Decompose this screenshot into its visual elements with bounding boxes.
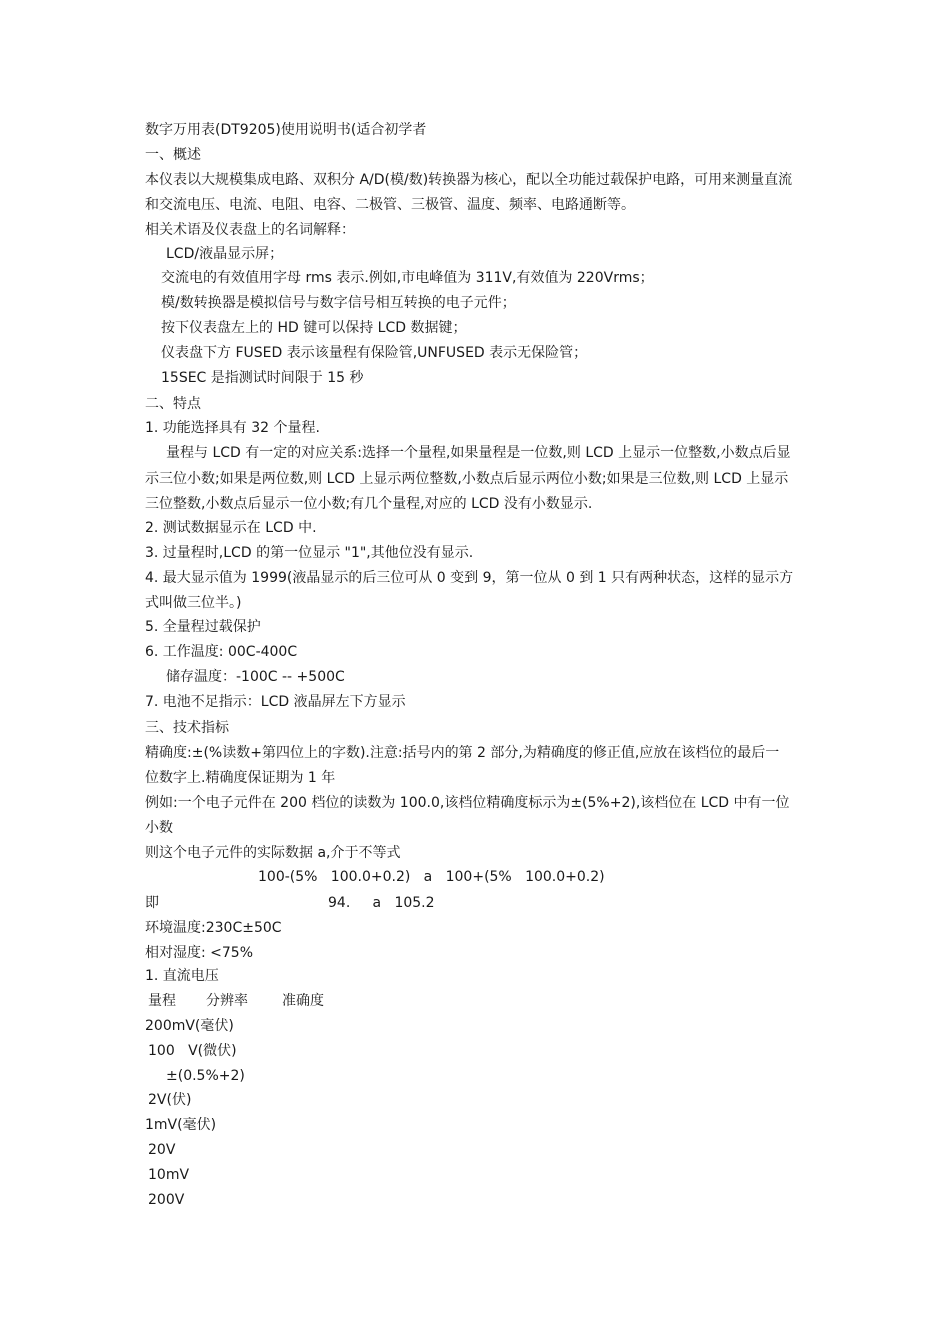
dc-voltage-heading: 1. 直流电压: [145, 968, 219, 984]
term-15sec: 15SEC 是指测试时间限于 15 秒: [161, 370, 364, 386]
column-resolution: 分辨率: [206, 993, 248, 1009]
feature-2: 2. 测试数据显示在 LCD 中.: [145, 520, 317, 536]
feature-6-storage: 储存温度：-100C -- +500C: [166, 669, 345, 685]
term-hd: 按下仪表盘左上的 HD 键可以保持 LCD 数据键；: [161, 320, 467, 336]
table-row: 2V(伏): [148, 1092, 192, 1108]
example-line-1: 例如:一个电子元件在 200 档位的读数为 100.0,该档位精确度标示为±(5%+2),该档位在 LCD 中有一位: [145, 795, 790, 811]
feature-4-line-1: 4. 最大显示值为 1999(液晶显示的后三位可从 0 变到 9，第一位从 0 到 1 只有两种状态，这样的显示方: [145, 570, 794, 586]
overview-paragraph-line-1: 本仪表以大规模集成电路、双积分 A/D(模/数)转换器为核心，配以全功能过载保护电路，可用来测量直流: [145, 172, 793, 188]
term-lcd: LCD/液晶显示屏；: [166, 246, 284, 262]
accuracy-line-1: 精确度:±(%读数+第四位上的字数).注意:括号内的第 2 部分,为精确度的修正值,应放在该档位的最后一: [145, 745, 780, 761]
example-line-2: 小数: [145, 820, 173, 836]
column-accuracy: 准确度: [282, 993, 324, 1009]
table-row: 100 V(微伏): [148, 1043, 237, 1059]
section-3-heading: 三、技术指标: [145, 720, 229, 736]
terms-intro: 相关术语及仪表盘上的名词解释：: [145, 222, 355, 238]
term-fused: 仪表盘下方 FUSED 表示该量程有保险管,UNFUSED 表示无保险管；: [161, 345, 588, 361]
feature-6: 6. 工作温度: 00C-400C: [145, 644, 298, 660]
table-row: 20V: [148, 1142, 176, 1158]
feature-1-detail-line-3: 三位整数,小数点后显示一位小数;有几个量程,对应的 LCD 没有小数显示.: [145, 496, 593, 512]
term-ad: 模/数转换器是模拟信号与数字信号相互转换的电子元件；: [161, 295, 516, 311]
overview-paragraph-line-2: 和交流电压、电流、电阻、电容、二极管、三极管、温度、频率、电路通断等。: [145, 197, 635, 213]
feature-1-detail-line-1: 量程与 LCD 有一定的对应关系:选择一个量程,如果量程是一位数,则 LCD 上显示一位整数,小数点后显: [166, 445, 791, 461]
example-line-3: 则这个电子元件的实际数据 a,介于不等式: [145, 845, 401, 861]
column-range: 量程: [148, 993, 176, 1009]
term-rms: 交流电的有效值用字母 rms 表示.例如,市电峰值为 311V,有效值为 220Vrms；: [161, 270, 654, 286]
doc-title: 数字万用表(DT9205)使用说明书(适合初学者: [145, 122, 427, 138]
environment-temperature: 环境温度:230C±50C: [145, 920, 282, 936]
table-row: 200V: [148, 1192, 185, 1208]
feature-1: 1. 功能选择具有 32 个量程.: [145, 420, 320, 436]
relative-humidity: 相对湿度: <75%: [145, 945, 254, 961]
section-2-heading: 二、特点: [145, 396, 201, 412]
feature-5: 5. 全量程过载保护: [145, 619, 261, 635]
table-row: 10mV: [148, 1167, 190, 1183]
inequality: 100-(5% 100.0+0.2) a 100+(5% 100.0+0.2): [258, 869, 605, 885]
feature-7: 7. 电池不足指示：LCD 液晶屏左下方显示: [145, 694, 406, 710]
section-1-heading: 一、概述: [145, 147, 201, 163]
feature-3: 3. 过量程时,LCD 的第一位显示 "1",其他位没有显示.: [145, 545, 474, 561]
ji-label: 即: [145, 895, 159, 911]
table-row: 200mV(毫伏): [145, 1018, 234, 1034]
feature-1-detail-line-2: 示三位小数;如果是两位数,则 LCD 上显示两位整数,小数点后显示两位小数;如果是三位数,则 LCD 上显示: [145, 471, 789, 487]
accuracy-line-2: 位数字上.精确度保证期为 1 年: [145, 770, 336, 786]
table-row: 1mV(毫伏): [145, 1117, 217, 1133]
inequality-result: 94. a 105.2: [328, 895, 435, 911]
feature-4-line-2: 式叫做三位半。): [145, 595, 242, 611]
table-row: ±(0.5%+2): [166, 1068, 245, 1084]
